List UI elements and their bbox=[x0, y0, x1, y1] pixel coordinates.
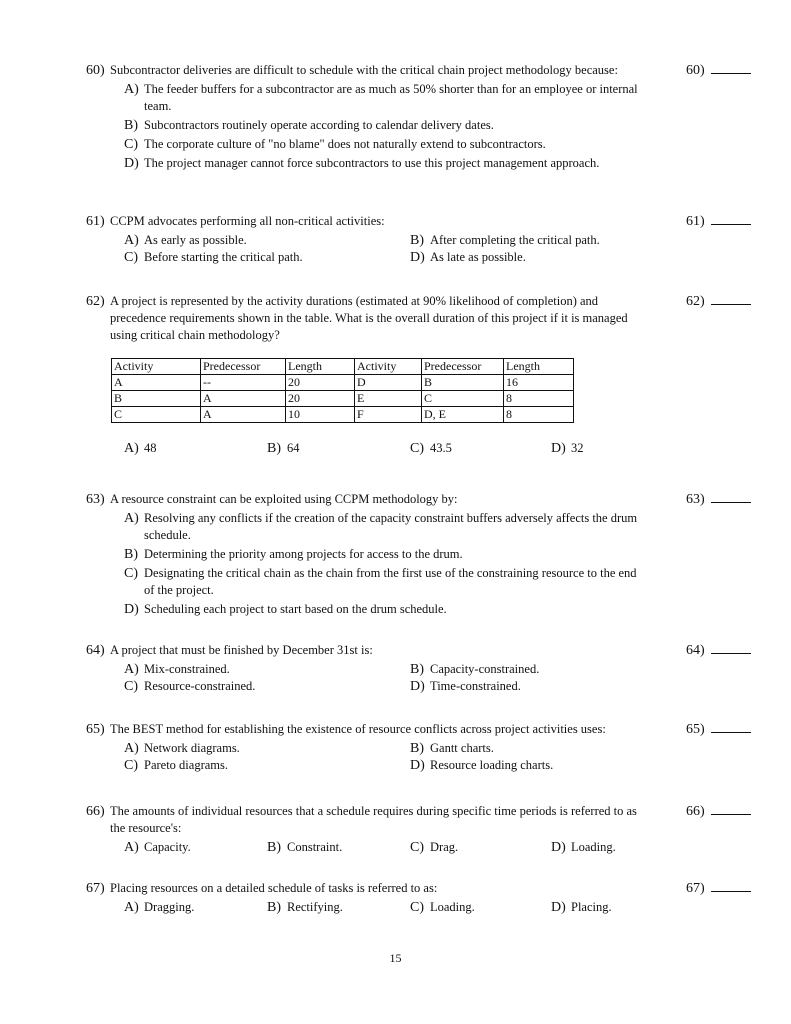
question-stem bbox=[86, 293, 756, 344]
column-header: Predecessor bbox=[422, 359, 504, 375]
activity-table bbox=[111, 358, 574, 423]
question-stem bbox=[86, 62, 756, 79]
column-header: Activity bbox=[355, 359, 422, 375]
option-d[interactable]: D) The project manager cannot force subcontractors to use this project management approach. bbox=[124, 156, 600, 171]
question-stem bbox=[86, 642, 756, 659]
option-a[interactable]: A) Dragging. bbox=[124, 900, 195, 915]
question-text: The amounts of individual resources that a schedule requires during specific time periods is referred to as the resource's: bbox=[110, 804, 637, 835]
option-b[interactable]: B) 64 bbox=[267, 441, 300, 456]
column-header: Length bbox=[286, 359, 355, 375]
option-c[interactable]: C) Loading. bbox=[410, 900, 475, 915]
question-number: 62) bbox=[86, 294, 105, 309]
question-text: Subcontractor deliveries are difficult to schedule with the critical chain project methodology because: bbox=[110, 63, 618, 77]
question-number: 64) bbox=[86, 643, 105, 658]
option-a[interactable]: A) Capacity. bbox=[124, 840, 191, 855]
option-d[interactable]: D) As late as possible. bbox=[410, 250, 526, 265]
option-b[interactable]: B) Subcontractors routinely operate according to calendar delivery dates. bbox=[124, 118, 494, 133]
question-text: The BEST method for establishing the existence of resource conflicts across project activities uses: bbox=[110, 722, 606, 736]
option-b[interactable]: B) Determining the priority among projects for access to the drum. bbox=[124, 547, 463, 562]
question-number: 60) bbox=[86, 63, 105, 78]
table-header-row bbox=[112, 359, 574, 375]
option-d[interactable]: D) Placing. bbox=[551, 900, 612, 915]
question-text: A project that must be finished by December 31st is: bbox=[110, 643, 373, 657]
question-64 bbox=[86, 642, 756, 695]
question-67 bbox=[86, 880, 756, 916]
option-b[interactable]: B) After completing the critical path. bbox=[410, 233, 600, 248]
option-c[interactable]: C) Designating the critical chain as the chain from the first use of the constraining resource to the end of the project. bbox=[124, 566, 637, 597]
option-b[interactable]: B) Constraint. bbox=[267, 840, 343, 855]
question-63 bbox=[86, 491, 756, 618]
page-number: 15 bbox=[389, 951, 402, 965]
option-a[interactable]: A) 48 bbox=[124, 441, 157, 456]
question-text: CCPM advocates performing all non-critical activities: bbox=[110, 214, 385, 228]
question-number: 66) bbox=[86, 804, 105, 819]
option-a[interactable]: A) Resolving any conflicts if the creation of the capacity constraint buffers adversely affects the drum schedule. bbox=[124, 511, 638, 542]
question-text: Placing resources on a detailed schedule of tasks is referred to as: bbox=[110, 881, 438, 895]
option-d[interactable]: D) 32 bbox=[551, 441, 584, 456]
answer-blank[interactable]: 63) bbox=[686, 489, 756, 508]
question-stem bbox=[86, 491, 756, 508]
option-d[interactable]: D) Loading. bbox=[551, 840, 616, 855]
question-65 bbox=[86, 721, 756, 774]
question-61 bbox=[86, 213, 756, 266]
option-c[interactable]: C) Pareto diagrams. bbox=[124, 758, 229, 773]
question-stem bbox=[86, 803, 756, 837]
question-number: 67) bbox=[86, 881, 105, 896]
question-number: 63) bbox=[86, 492, 105, 507]
answer-blank[interactable]: 64) bbox=[686, 640, 756, 659]
table-row: B A 20 E C 8 bbox=[112, 391, 574, 407]
question-text: A resource constraint can be exploited using CCPM methodology by: bbox=[110, 492, 458, 506]
option-a[interactable]: A) Network diagrams. bbox=[124, 741, 240, 756]
column-header: Length bbox=[504, 359, 574, 375]
question-62 bbox=[86, 293, 756, 457]
option-d[interactable]: D) Time-constrained. bbox=[410, 679, 521, 694]
column-header: Predecessor bbox=[201, 359, 286, 375]
column-header: Activity bbox=[112, 359, 201, 375]
answer-blank[interactable]: 67) bbox=[686, 878, 756, 897]
question-60 bbox=[86, 62, 756, 172]
option-d[interactable]: D) Resource loading charts. bbox=[410, 758, 554, 773]
option-c[interactable]: C) The corporate culture of "no blame" does not naturally extend to subcontractors. bbox=[124, 137, 546, 152]
option-c[interactable]: C) Resource-constrained. bbox=[124, 679, 256, 694]
option-c[interactable]: C) Before starting the critical path. bbox=[124, 250, 303, 265]
question-number: 61) bbox=[86, 214, 105, 229]
option-a[interactable]: A) As early as possible. bbox=[124, 233, 247, 248]
question-number: 65) bbox=[86, 722, 105, 737]
option-b[interactable]: B) Capacity-constrained. bbox=[410, 662, 540, 677]
option-a[interactable]: A) Mix-constrained. bbox=[124, 662, 230, 677]
option-d[interactable]: D) Scheduling each project to start based on the drum schedule. bbox=[124, 602, 447, 617]
table-row: A -- 20 D B 16 bbox=[112, 375, 574, 391]
question-stem bbox=[86, 721, 756, 738]
option-c[interactable]: C) 43.5 bbox=[410, 441, 452, 456]
answer-blank[interactable]: 66) bbox=[686, 801, 756, 820]
answer-blank[interactable]: 62) bbox=[686, 291, 756, 310]
answer-blank[interactable]: 61) bbox=[686, 211, 756, 230]
question-text: A project is represented by the activity durations (estimated at 90% likelihood of completion) and precedence requirements shown in the table. What is the overall duration of this project if it is managed using critical chain methodology? bbox=[110, 294, 628, 342]
question-stem bbox=[86, 213, 756, 230]
table-row: C A 10 F D, E 8 bbox=[112, 407, 574, 423]
option-c[interactable]: C) Drag. bbox=[410, 840, 459, 855]
option-b[interactable]: B) Gantt charts. bbox=[410, 741, 494, 756]
answer-blank[interactable]: 60) bbox=[686, 60, 756, 79]
option-a[interactable]: A) The feeder buffers for a subcontractor are as much as 50% shorter than for an employee or internal team. bbox=[124, 82, 638, 113]
question-66 bbox=[86, 803, 756, 856]
question-stem bbox=[86, 880, 756, 897]
option-b[interactable]: B) Rectifying. bbox=[267, 900, 343, 915]
answer-blank[interactable]: 65) bbox=[686, 719, 756, 738]
